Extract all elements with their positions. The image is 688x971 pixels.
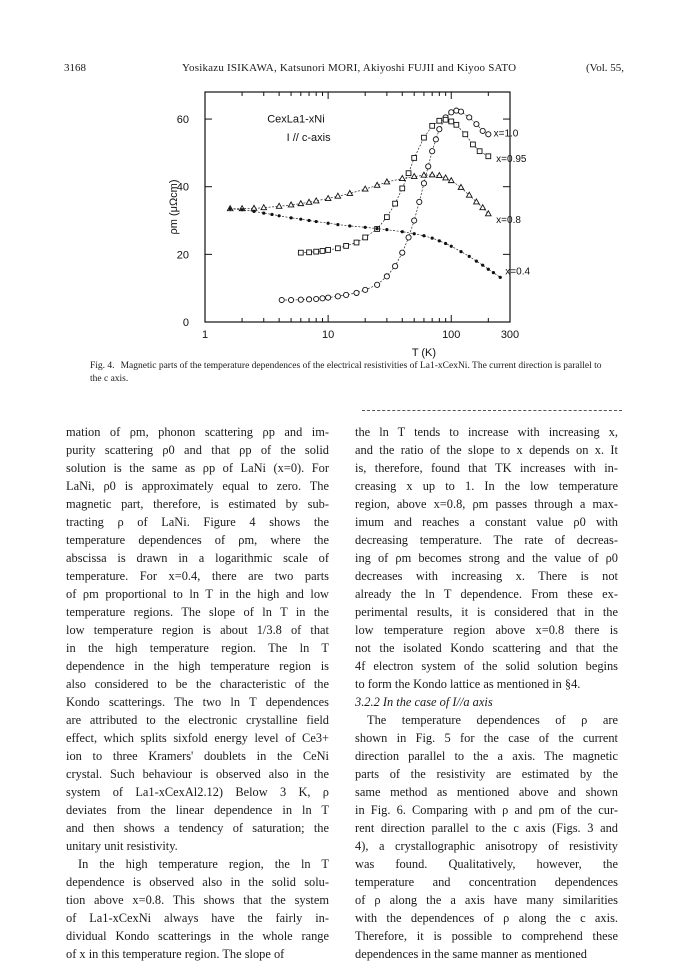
data-point-x1-0 [412, 218, 417, 223]
data-point-x0-4 [307, 219, 310, 222]
data-point-x0-95 [354, 240, 359, 245]
data-point-x0-4 [492, 271, 495, 274]
data-point-x0-4 [364, 226, 367, 229]
right-column-line: to form the Kondo lattice as mentioned in §4. [355, 677, 581, 691]
running-authors: Yosikazu ISIKAWA, Katsunori MORI, Akiyoshi FUJII and Kiyoo SATO [182, 62, 517, 74]
right-column-line: region, above x=0.8, ρm passes through a max- [355, 497, 618, 511]
data-point-x1-0 [326, 295, 331, 300]
data-point-x0-4 [401, 230, 404, 233]
series-label: x=0.8 [496, 214, 521, 226]
right-column-line: dependences in the same manner as mentioned [355, 947, 587, 961]
data-point-x0-95 [384, 215, 389, 220]
data-point-x1-0 [430, 149, 435, 154]
data-point-x1-0 [400, 250, 405, 255]
data-point-x0-95 [393, 201, 398, 206]
right-column-line: creasing x up to 1. In the low temperature [355, 479, 618, 493]
left-column-line: tracting ρ of LaNi. Figure 4 shows the [66, 515, 329, 529]
data-point-x1-0 [406, 235, 411, 240]
right-column-line: 4f electron system of the solid solution begins [355, 659, 618, 673]
data-point-x0-95 [437, 118, 442, 123]
data-point-x0-95 [320, 249, 325, 254]
series-line-x0-4 [230, 209, 500, 278]
right-column-line: ing of ρm becomes strong and the value of ρ0 [355, 551, 618, 565]
right-column-line: The temperature dependences of ρ are [367, 713, 618, 727]
data-point-x0-95 [400, 186, 405, 191]
right-column-line: imum and reaches a constant value ρ0 with [355, 515, 618, 529]
resistivity-figure [150, 84, 531, 359]
data-point-x1-0 [363, 287, 368, 292]
left-column-line: magnetic part, therefore, is estimated by sub- [66, 497, 329, 511]
left-column-line: abscissa is drawn in a logarithmic scale of [66, 551, 329, 565]
data-point-x1-0 [486, 132, 491, 137]
left-column-line: temperature regions. The slope of ln T in the [66, 605, 329, 619]
data-point-x1-0 [354, 290, 359, 295]
left-column-line: purity scattering ρ0 and that ρp of the solid [66, 443, 329, 457]
data-point-x1-0 [417, 199, 422, 204]
data-point-x1-0 [421, 181, 426, 186]
left-column-line: of La1-xCexNi always have the fairly in- [66, 911, 329, 925]
data-point-x0-4 [499, 276, 502, 279]
data-point-x1-0 [433, 137, 438, 142]
left-column-line: also considered to be the characteristic of the [66, 677, 329, 691]
data-point-x0-95 [326, 248, 331, 253]
data-point-x0-8 [429, 172, 435, 177]
right-column-line: was found. Qualitatively, however, the [355, 857, 618, 871]
data-point-x1-0 [437, 127, 442, 132]
data-point-x0-8 [362, 186, 368, 191]
right-column-line: 4), a crystallographic anisotropy of resistivity [355, 839, 618, 853]
right-column-line: decreases with increasing x. There is not [355, 569, 618, 583]
right-text-column [355, 423, 618, 963]
left-column-line: LaNi, ρ0 is approximately equal to zero. The [66, 479, 329, 493]
data-point-x1-0 [480, 128, 485, 133]
data-point-x1-0 [467, 115, 472, 120]
right-column-line: temperature and concentration dependences [355, 875, 618, 889]
data-point-x0-4 [487, 268, 490, 271]
data-point-x0-4 [444, 242, 447, 245]
data-point-x0-4 [315, 220, 318, 223]
data-point-x0-8 [448, 178, 454, 183]
data-point-x0-4 [431, 237, 434, 240]
data-point-x0-4 [376, 227, 379, 230]
y-tick-label: 60 [176, 114, 189, 127]
left-column-line: dependence in the high temperature region is [66, 659, 329, 673]
right-column-line: with the dependences of ρ along the c axis. [355, 911, 618, 925]
data-point-x0-4 [413, 232, 416, 235]
data-point-x0-95 [463, 132, 468, 137]
data-point-x0-8 [399, 176, 405, 181]
right-column-line: 3.2.2 In the case of I//a axis [355, 695, 493, 709]
data-point-x1-0 [306, 297, 311, 302]
data-point-x0-95 [454, 122, 459, 127]
left-column-line: deviates from the linear dependence in ln T [66, 803, 329, 817]
right-column-line: rent direction parallel to the c axis (Figs. 3 and [355, 821, 618, 835]
x-tick-label: 300 [500, 329, 520, 341]
y-axis-label: ρm (μΩcm) [168, 179, 180, 235]
data-point-x0-4 [327, 222, 330, 225]
series-label: x=1.0 [493, 128, 519, 140]
left-column-line: unitary unit resistivity. [66, 839, 178, 853]
data-point-x1-0 [314, 296, 319, 301]
left-column-line: in the high temperature region. The ln T [66, 641, 329, 655]
data-point-x0-4 [270, 213, 273, 216]
data-point-x1-0 [449, 110, 454, 115]
left-column-line: crystal. Such behaviour is observed also in the [66, 767, 329, 781]
figure-caption [90, 360, 610, 386]
left-column-line: ion to three Kramers' doublets in the CeNi [66, 749, 329, 763]
data-point-x0-4 [299, 218, 302, 221]
x-tick-label: 10 [322, 329, 335, 341]
data-point-x0-4 [252, 210, 255, 213]
inset-composition-label: CexLa1-xNi [267, 113, 325, 126]
right-column-line: and the ratio of the slope to x depends on x. It [355, 443, 618, 457]
data-point-x0-95 [477, 149, 482, 154]
x-axis-label: T (K) [411, 347, 437, 359]
right-column-line: shown in Fig. 5 for the case of the current [355, 731, 618, 745]
data-point-x1-0 [335, 294, 340, 299]
data-point-x0-4 [240, 208, 243, 211]
right-column-line: in Fig. 6. Comparing with ρ and ρm of the cur- [355, 803, 618, 817]
data-point-x0-95 [335, 246, 340, 251]
data-point-x0-8 [298, 201, 304, 206]
y-tick-label: 40 [176, 181, 189, 194]
volume-label: (Vol. 55, [586, 62, 624, 74]
column-divider-rule [362, 410, 622, 411]
data-point-x1-0 [458, 109, 463, 114]
data-point-x0-4 [278, 214, 281, 217]
data-point-x1-0 [384, 274, 389, 279]
data-point-x0-4 [348, 224, 351, 227]
data-point-x0-95 [412, 156, 417, 161]
data-point-x1-0 [426, 164, 431, 169]
x-tick-label: 100 [442, 329, 461, 341]
x-tick-label: 1 [201, 329, 209, 341]
right-column-line: Therefore, it is possible to comprehend these [355, 929, 618, 943]
data-point-x0-8 [276, 203, 282, 208]
left-text-column [66, 423, 329, 963]
left-column-line: of ρm proportional to ln T in the high and low [66, 587, 329, 601]
data-point-x0-95 [449, 119, 454, 124]
data-point-x0-8 [251, 205, 257, 210]
left-column-line: system of La1-xCexAl2.12) Below 3 K, ρ [66, 785, 329, 799]
inset-current-direction-label: I // c-axis [286, 132, 331, 145]
data-point-x1-0 [320, 296, 325, 301]
data-point-x0-4 [450, 245, 453, 248]
data-point-x1-0 [288, 297, 293, 302]
right-column-line: is, therefore, found that TK increases with in- [355, 461, 618, 475]
right-column-line: same method as mentioned above and shown [355, 785, 618, 799]
figure-caption-text: Magnetic parts of the temperature dependences of the electrical resistivities of La1-xCexNi. The current direction is parallel to the c axis. [90, 361, 602, 384]
left-column-line: temperature dependences of ρm, where the [66, 533, 329, 547]
left-column-line: solution is the same as ρp of LaNi (x=0). For [66, 461, 329, 475]
right-column-line: low temperature region above x=0.8 there is [355, 623, 618, 637]
data-point-x0-4 [336, 223, 339, 226]
right-column-line: perimental results, it is considered that in the [355, 605, 618, 619]
data-point-x0-8 [421, 172, 427, 177]
data-point-x0-4 [468, 255, 471, 258]
data-point-x1-0 [279, 297, 284, 302]
series-label: x=0.95 [496, 153, 527, 165]
data-point-x1-0 [474, 122, 479, 127]
right-column-line: of ρ along the a axis have many similarities [355, 893, 618, 907]
data-point-x0-4 [481, 264, 484, 267]
data-point-x0-8 [325, 196, 331, 201]
data-point-x0-95 [406, 171, 411, 176]
left-column-line: and then shows a tendency of saturation; the [66, 821, 329, 835]
data-point-x0-95 [363, 235, 368, 240]
data-point-x0-4 [289, 216, 292, 219]
left-column-line: In the high temperature region, the ln T [78, 857, 329, 871]
left-column-line: of x in this temperature region. The slope of [66, 947, 285, 961]
data-point-x0-4 [438, 239, 441, 242]
right-column-line: already the ln T dependence. From these ex- [355, 587, 618, 601]
page-number: 3168 [64, 62, 86, 74]
left-column-line: dependence is observed also in the solid solu- [66, 875, 329, 889]
data-point-x0-95 [443, 117, 448, 122]
running-header [64, 62, 624, 78]
right-column-line: parts of the resistivity are estimated by the [355, 767, 618, 781]
data-point-x1-0 [375, 282, 380, 287]
right-column-line: not the isolated Kondo scattering and that the [355, 641, 618, 655]
right-column-line: decreasing temperature. The rate of decreas- [355, 533, 618, 547]
data-point-x0-95 [314, 249, 319, 254]
y-tick-label: 0 [182, 317, 189, 329]
left-column-line: are attributed to the electronic crystalline field [66, 713, 329, 727]
series-label: x=0.4 [505, 266, 531, 278]
left-column-line: low temperature region is about 1/3.8 of that [66, 623, 329, 637]
right-column-line: the ln T tends to increase with increasing x, [355, 425, 618, 439]
data-point-x0-95 [422, 135, 427, 140]
data-point-x0-95 [344, 243, 349, 248]
plot-frame [205, 92, 510, 322]
data-point-x0-4 [475, 260, 478, 263]
data-point-x0-95 [471, 142, 476, 147]
data-point-x1-0 [344, 292, 349, 297]
data-point-x0-4 [385, 228, 388, 231]
figure-caption-label: Fig. 4. [90, 361, 115, 371]
y-tick-label: 20 [176, 249, 189, 262]
data-point-x0-95 [430, 123, 435, 128]
data-point-x0-8 [486, 211, 492, 216]
data-point-x0-95 [298, 250, 303, 255]
left-column-line: effect, which splits sixfold energy level of Ce3+ [66, 731, 329, 745]
data-point-x0-95 [486, 154, 491, 159]
left-column-line: temperature. For x=0.4, there are two parts [66, 569, 329, 583]
data-point-x0-4 [229, 207, 232, 210]
data-point-x0-4 [422, 234, 425, 237]
data-point-x0-8 [335, 193, 341, 198]
data-point-x0-4 [262, 211, 265, 214]
data-point-x1-0 [393, 264, 398, 269]
data-point-x0-8 [480, 205, 486, 210]
left-column-line: mation of ρm, phonon scattering ρp and im- [66, 425, 329, 439]
data-point-x1-0 [298, 297, 303, 302]
data-point-x0-95 [307, 250, 312, 255]
left-column-line: tion above x=0.8. This shows that the system [66, 893, 329, 907]
data-point-x0-8 [458, 184, 464, 189]
right-column-line: direction parallel to the a axis. The magnetic [355, 749, 618, 763]
data-point-x0-4 [459, 250, 462, 253]
left-column-line: dividual Kondo scatterings in the whole range [66, 929, 329, 943]
left-column-line: Kondo scatterings. The two ln T dependences [66, 695, 329, 709]
